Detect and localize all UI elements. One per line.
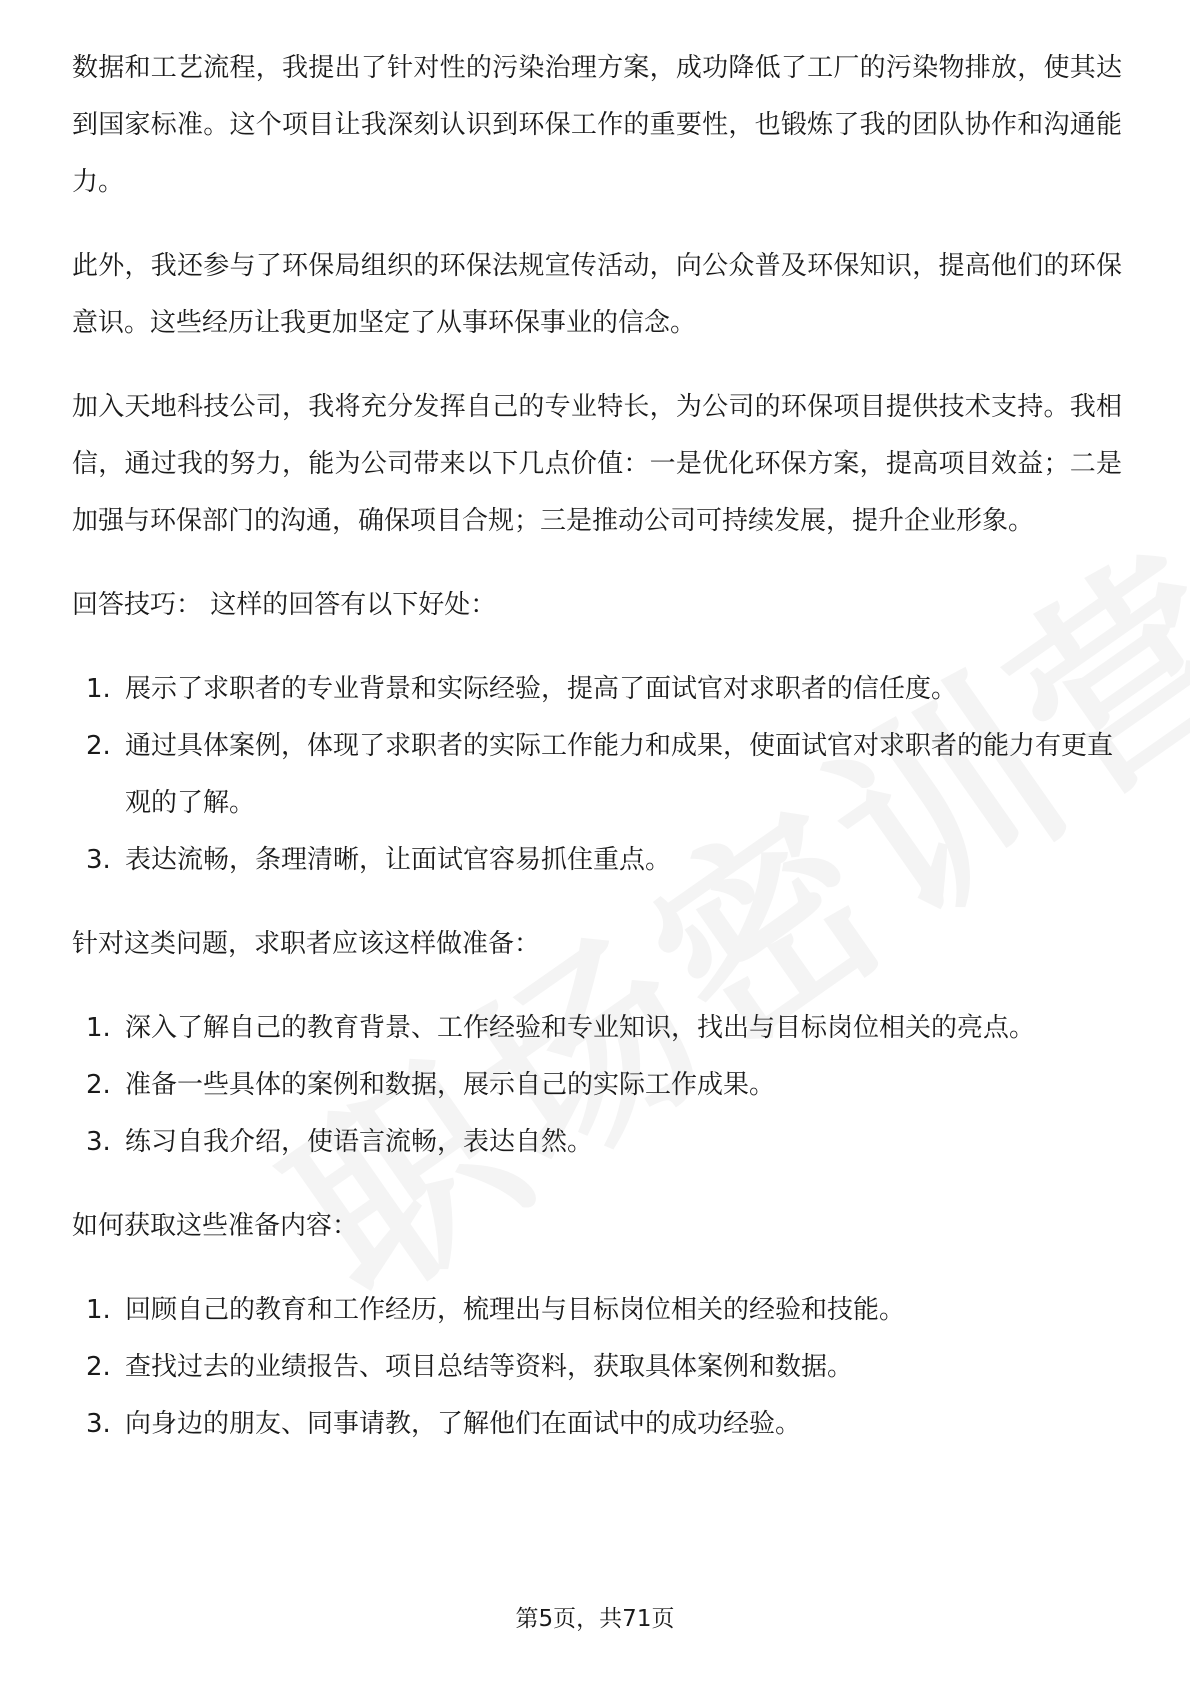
list-item-number: 2. bbox=[86, 731, 111, 761]
list-answer-tips bbox=[72, 661, 1122, 889]
heading-answer-tips: 回答技巧： 这样的回答有以下好处： bbox=[72, 590, 497, 620]
list-item-text: 练习自我介绍，使语言流畅，表达自然。 bbox=[125, 1127, 594, 1157]
heading-preparation: 针对这类问题，求职者应该这样做准备： bbox=[72, 929, 541, 959]
heading-source: 如何获取这些准备内容： bbox=[72, 1211, 359, 1241]
list-item-text: 深入了解自己的教育背景、工作经验和专业知识，找出与目标岗位相关的亮点。 bbox=[125, 1013, 1036, 1043]
list-item-text: 通过具体案例，体现了求职者的实际工作能力和成果，使面试官对求职者的能力有更直观的了解。 bbox=[125, 731, 1114, 818]
paragraph-publicity-activity: 此外，我还参与了环保局组织的环保法规宣传活动，向公众普及环保知识，提高他们的环保意识。这些经历让我更加坚定了从事环保事业的信念。 bbox=[72, 251, 1122, 338]
list-preparation bbox=[72, 1000, 1122, 1171]
list-item-number: 1. bbox=[86, 1295, 111, 1325]
list-item-text: 回顾自己的教育和工作经历，梳理出与目标岗位相关的经验和技能。 bbox=[125, 1295, 906, 1325]
list-item-text: 向身边的朋友、同事请教，了解他们在面试中的成功经验。 bbox=[125, 1409, 802, 1439]
page-number-footer: 第5页，共71页 bbox=[515, 1606, 675, 1632]
page-content bbox=[72, 40, 1122, 1453]
list-item bbox=[72, 1396, 1122, 1453]
list-item bbox=[72, 832, 1122, 889]
list-source bbox=[72, 1282, 1122, 1453]
paragraph-project-result: 数据和工艺流程，我提出了针对性的污染治理方案，成功降低了工厂的污染物排放，使其达到国家标准。这个项目让我深刻认识到环保工作的重要性，也锻炼了我的团队协作和沟通能力。 bbox=[72, 53, 1122, 197]
list-item-number: 1. bbox=[86, 1013, 111, 1043]
list-item-number: 3. bbox=[86, 1127, 111, 1157]
list-item bbox=[72, 1000, 1122, 1057]
list-item-text: 表达流畅，条理清晰，让面试官容易抓住重点。 bbox=[125, 845, 672, 875]
list-item bbox=[72, 718, 1122, 832]
list-item bbox=[72, 1339, 1122, 1396]
list-item bbox=[72, 661, 1122, 718]
list-item-text: 准备一些具体的案例和数据，展示自己的实际工作成果。 bbox=[125, 1070, 776, 1100]
list-item-number: 1. bbox=[86, 674, 111, 704]
paragraph-company-value: 加入天地科技公司，我将充分发挥自己的专业特长，为公司的环保项目提供技术支持。我相信，通过我的努力，能为公司带来以下几点价值：一是优化环保方案，提高项目效益；二是加强与环保部门的沟通，确保项目合规；三是推动公司可持续发展，提升企业形象。 bbox=[72, 392, 1122, 536]
list-item-number: 2. bbox=[86, 1352, 111, 1382]
list-item-number: 2. bbox=[86, 1070, 111, 1100]
list-item-number: 3. bbox=[86, 845, 111, 875]
list-item-text: 查找过去的业绩报告、项目总结等资料，获取具体案例和数据。 bbox=[125, 1352, 854, 1382]
list-item bbox=[72, 1114, 1122, 1171]
list-item bbox=[72, 1057, 1122, 1114]
list-item-number: 3. bbox=[86, 1409, 111, 1439]
list-item-text: 展示了求职者的专业背景和实际经验，提高了面试官对求职者的信任度。 bbox=[125, 674, 958, 704]
list-item bbox=[72, 1282, 1122, 1339]
